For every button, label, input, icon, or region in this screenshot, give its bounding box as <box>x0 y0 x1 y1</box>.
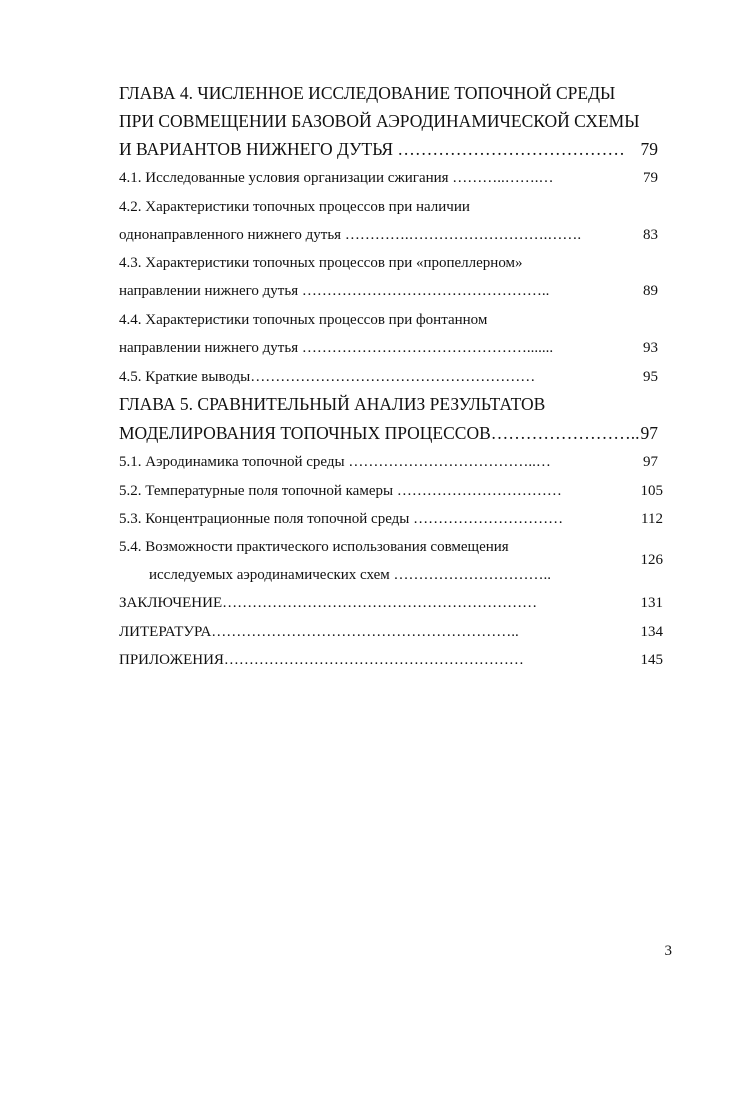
section-4-3-page-number: 89 <box>643 283 658 299</box>
section-5-4-title-line-2: исследуемых аэродинамических схем ………………………….. <box>149 567 552 583</box>
section-5-1-title: 5.1. Аэродинамика топочной среды ………………………………..… <box>119 454 551 470</box>
conclusion-title: ЗАКЛЮЧЕНИЕ……………………………………………………… <box>119 595 538 611</box>
section-4-2-title-line-2: однонаправленного нижнего дутья ………….……………………….……. <box>119 227 582 243</box>
section-4-4-title-line-1: 4.4. Характеристики топочных процессов при фонтанном <box>119 312 488 328</box>
section-5-3-title: 5.3. Концентрационные поля топочной среды ………………………… <box>119 511 564 527</box>
section-5-2-title: 5.2. Температурные поля топочной камеры …………………………… <box>119 483 562 499</box>
chapter-5-page-number: 97 <box>640 423 658 443</box>
section-4-5-page-number: 95 <box>643 369 658 385</box>
appendix-page-number: 145 <box>640 652 663 668</box>
section-4-3-title-line-2: направлении нижнего дутья ………………………………………….. <box>119 283 550 299</box>
section-5-4-page-number: 126 <box>640 552 663 568</box>
section-4-1-page-number: 79 <box>643 170 658 186</box>
section-4-2-title-line-1: 4.2. Характеристики топочных процессов при наличии <box>119 199 470 215</box>
appendix-title: ПРИЛОЖЕНИЯ…………………………………………………… <box>119 652 524 668</box>
page-number-footer: 3 <box>664 943 672 959</box>
chapter-4-title-line-3: И ВАРИАНТОВ НИЖНЕГО ДУТЬЯ ………………………………… <box>119 139 625 159</box>
section-5-4-title-line-1: 5.4. Возможности практического использования совмещения <box>119 539 509 555</box>
section-5-3-page-number: 112 <box>641 511 663 527</box>
chapter-4-title-line-1: ГЛАВА 4. ЧИСЛЕННОЕ ИССЛЕДОВАНИЕ ТОПОЧНОЙ СРЕДЫ <box>119 83 616 103</box>
section-4-2-page-number: 83 <box>643 227 658 243</box>
section-4-3-title-line-1: 4.3. Характеристики топочных процессов при «пропеллерном» <box>119 255 523 271</box>
chapter-5-title-line-2: МОДЕЛИРОВАНИЯ ТОПОЧНЫХ ПРОЦЕССОВ…………………….. <box>119 423 640 443</box>
chapter-4-title-line-2: ПРИ СОВМЕЩЕНИИ БАЗОВОЙ АЭРОДИНАМИЧЕСКОЙ СХЕМЫ <box>119 111 640 131</box>
section-4-1-title: 4.1. Исследованные условия организации сжигания ………..…….… <box>119 170 554 186</box>
literature-page-number: 134 <box>640 624 663 640</box>
section-5-1-page-number: 97 <box>643 454 658 470</box>
section-4-5-title: 4.5. Краткие выводы………………………………………………… <box>119 369 536 385</box>
chapter-5-title-line-1: ГЛАВА 5. СРАВНИТЕЛЬНЫЙ АНАЛИЗ РЕЗУЛЬТАТОВ <box>119 394 546 414</box>
section-5-2-page-number: 105 <box>640 483 663 499</box>
conclusion-page-number: 131 <box>640 595 663 611</box>
section-4-4-page-number: 93 <box>643 340 658 356</box>
literature-title: ЛИТЕРАТУРА…………………………………………………….. <box>119 624 519 640</box>
chapter-4-page-number: 79 <box>640 139 658 159</box>
section-4-4-title-line-2: направлении нижнего дутья ………………………………………....... <box>119 340 554 356</box>
